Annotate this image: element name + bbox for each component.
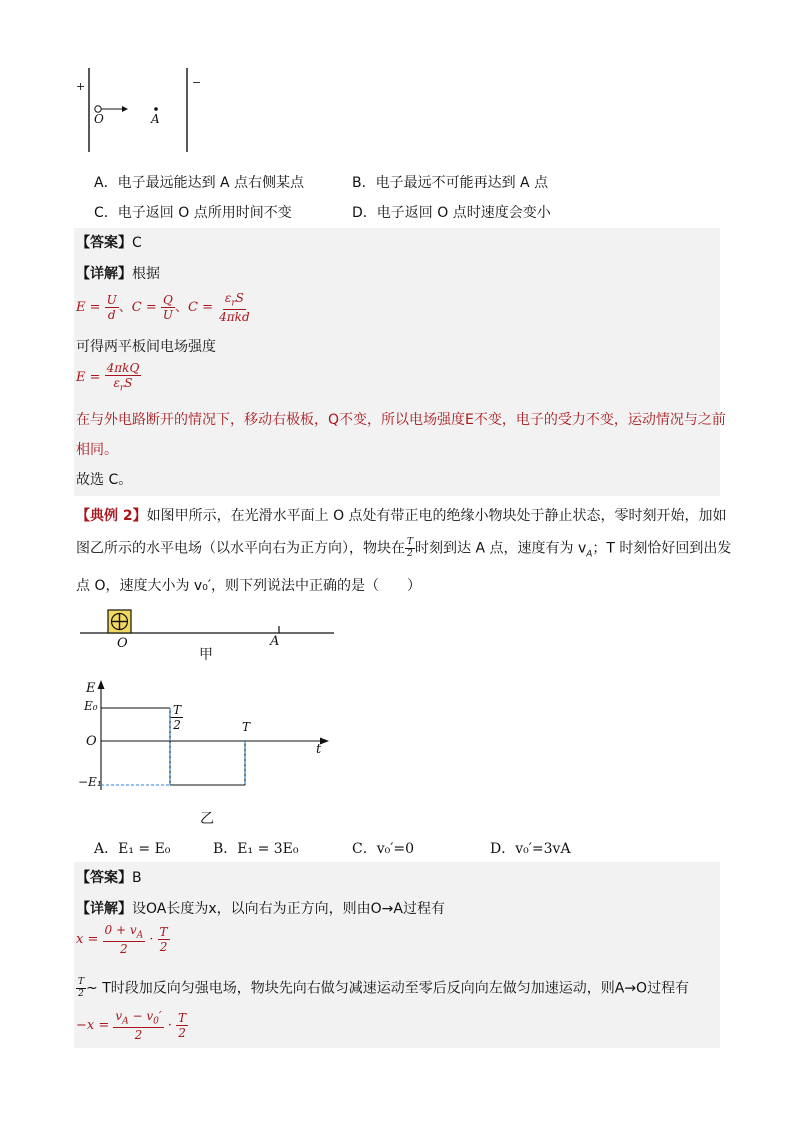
point-A (154, 107, 158, 111)
q2-option-c[interactable]: C．v₀′=0 (352, 841, 415, 857)
q2-answer: 【答案】B (76, 870, 142, 886)
yi-axis-E: E (86, 681, 96, 696)
q1-detail-intro: 【详解】根据 (76, 266, 160, 282)
q2-line3: 点 O，速度大小为 v₀′，则下列说法中正确的是（ ） (76, 578, 421, 594)
q1-detail-text1: 可得两平板间电场强度 (76, 339, 216, 355)
e-axis-arrow-icon (98, 680, 105, 689)
figure-jia (74, 606, 340, 646)
q1-detail-text2b: 相同。 (76, 442, 118, 458)
arrow-head-icon (122, 106, 128, 112)
q2-formula-1: x = $\frac{0 + v_A}{2}$ · $\frac{T}{2}$ (76, 923, 168, 957)
yi-origin: O (86, 734, 97, 749)
q1-detail-text2a: 在与外电路断开的情况下，移动右极板，Q不变，所以电场强度E不变，电子的受力不变，运动情况与之前 (76, 412, 726, 428)
q1-formula-1: E = $\frac{U}{d}$ 、C = $\frac{Q}{U}$ 、C = $\frac{\varepsilon_rS}{\text{4πkd}}$ (76, 291, 250, 325)
q1-option-b[interactable]: B．电子最远不可能再达到 A 点 (352, 175, 549, 191)
q2-option-b[interactable]: B．E₁ = 3E₀ (213, 841, 299, 857)
q1-solution-block (74, 228, 720, 496)
q1-conclusion: 故选 C。 (76, 472, 133, 488)
q2-line2: 图乙所示的水平电场（以水平向右为正方向），物块在 $\frac{T}{2}$ 时刻到达 A 点，速度有为 $v_A$；T 时刻恰好回到出发 (76, 537, 732, 560)
jia-label-A: A (270, 634, 280, 649)
t-axis-arrow-icon (320, 738, 329, 745)
yi-T: T (242, 720, 251, 734)
plate-diagram (70, 62, 210, 157)
yi-caption: 乙 (200, 811, 214, 827)
q1-option-d[interactable]: D．电子返回 O 点时速度会变小 (352, 205, 551, 221)
q1-option-c[interactable]: C．电子返回 O 点所用时间不变 (94, 205, 292, 221)
plus-sign: + (76, 80, 86, 93)
q1-option-a[interactable]: A．电子最远能达到 A 点右侧某点 (94, 175, 305, 191)
q2-detail-text1: 【详解】设OA长度为x，以向右为正方向，则由O→A过程有 (76, 901, 445, 917)
yi-E0: E₀ (84, 699, 98, 713)
q2-formula-2: −x = $\frac{v_A - v_0'}{2}$ · $\frac{T}{2}$ (76, 1009, 187, 1043)
yi-minus-E1: −E₁ (78, 775, 102, 789)
figure-yi (74, 676, 336, 796)
q2-option-d[interactable]: D．v₀′=3vA (490, 841, 571, 857)
label-A: A (151, 112, 160, 126)
q2-detail-text2: $\frac{T}{2}$ ~ T时段加反向匀强电场，物块先向右做匀减速运动至零后反向向左做匀加速运动，则A→O过程有 (78, 977, 690, 999)
minus-sign: − (192, 76, 202, 89)
q1-answer: 【答案】C (76, 235, 142, 251)
q2-option-a[interactable]: A．E₁ = E₀ (94, 841, 171, 857)
jia-label-O: O (117, 636, 128, 651)
q2-line1: 【典例 2】如图甲所示，在光滑水平面上 O 点处有带正电的绝缘小物块处于静止状态，零时刻开始，加如 (76, 508, 727, 524)
label-O: O (94, 112, 104, 126)
yi-half-T: $\frac{T}{2}$ (173, 703, 182, 732)
q1-formula-2: E = $\frac{\text{4πkQ}}{\varepsilon_rS}$ (76, 361, 140, 394)
jia-caption: 甲 (199, 647, 213, 663)
yi-axis-t: t (316, 742, 322, 757)
